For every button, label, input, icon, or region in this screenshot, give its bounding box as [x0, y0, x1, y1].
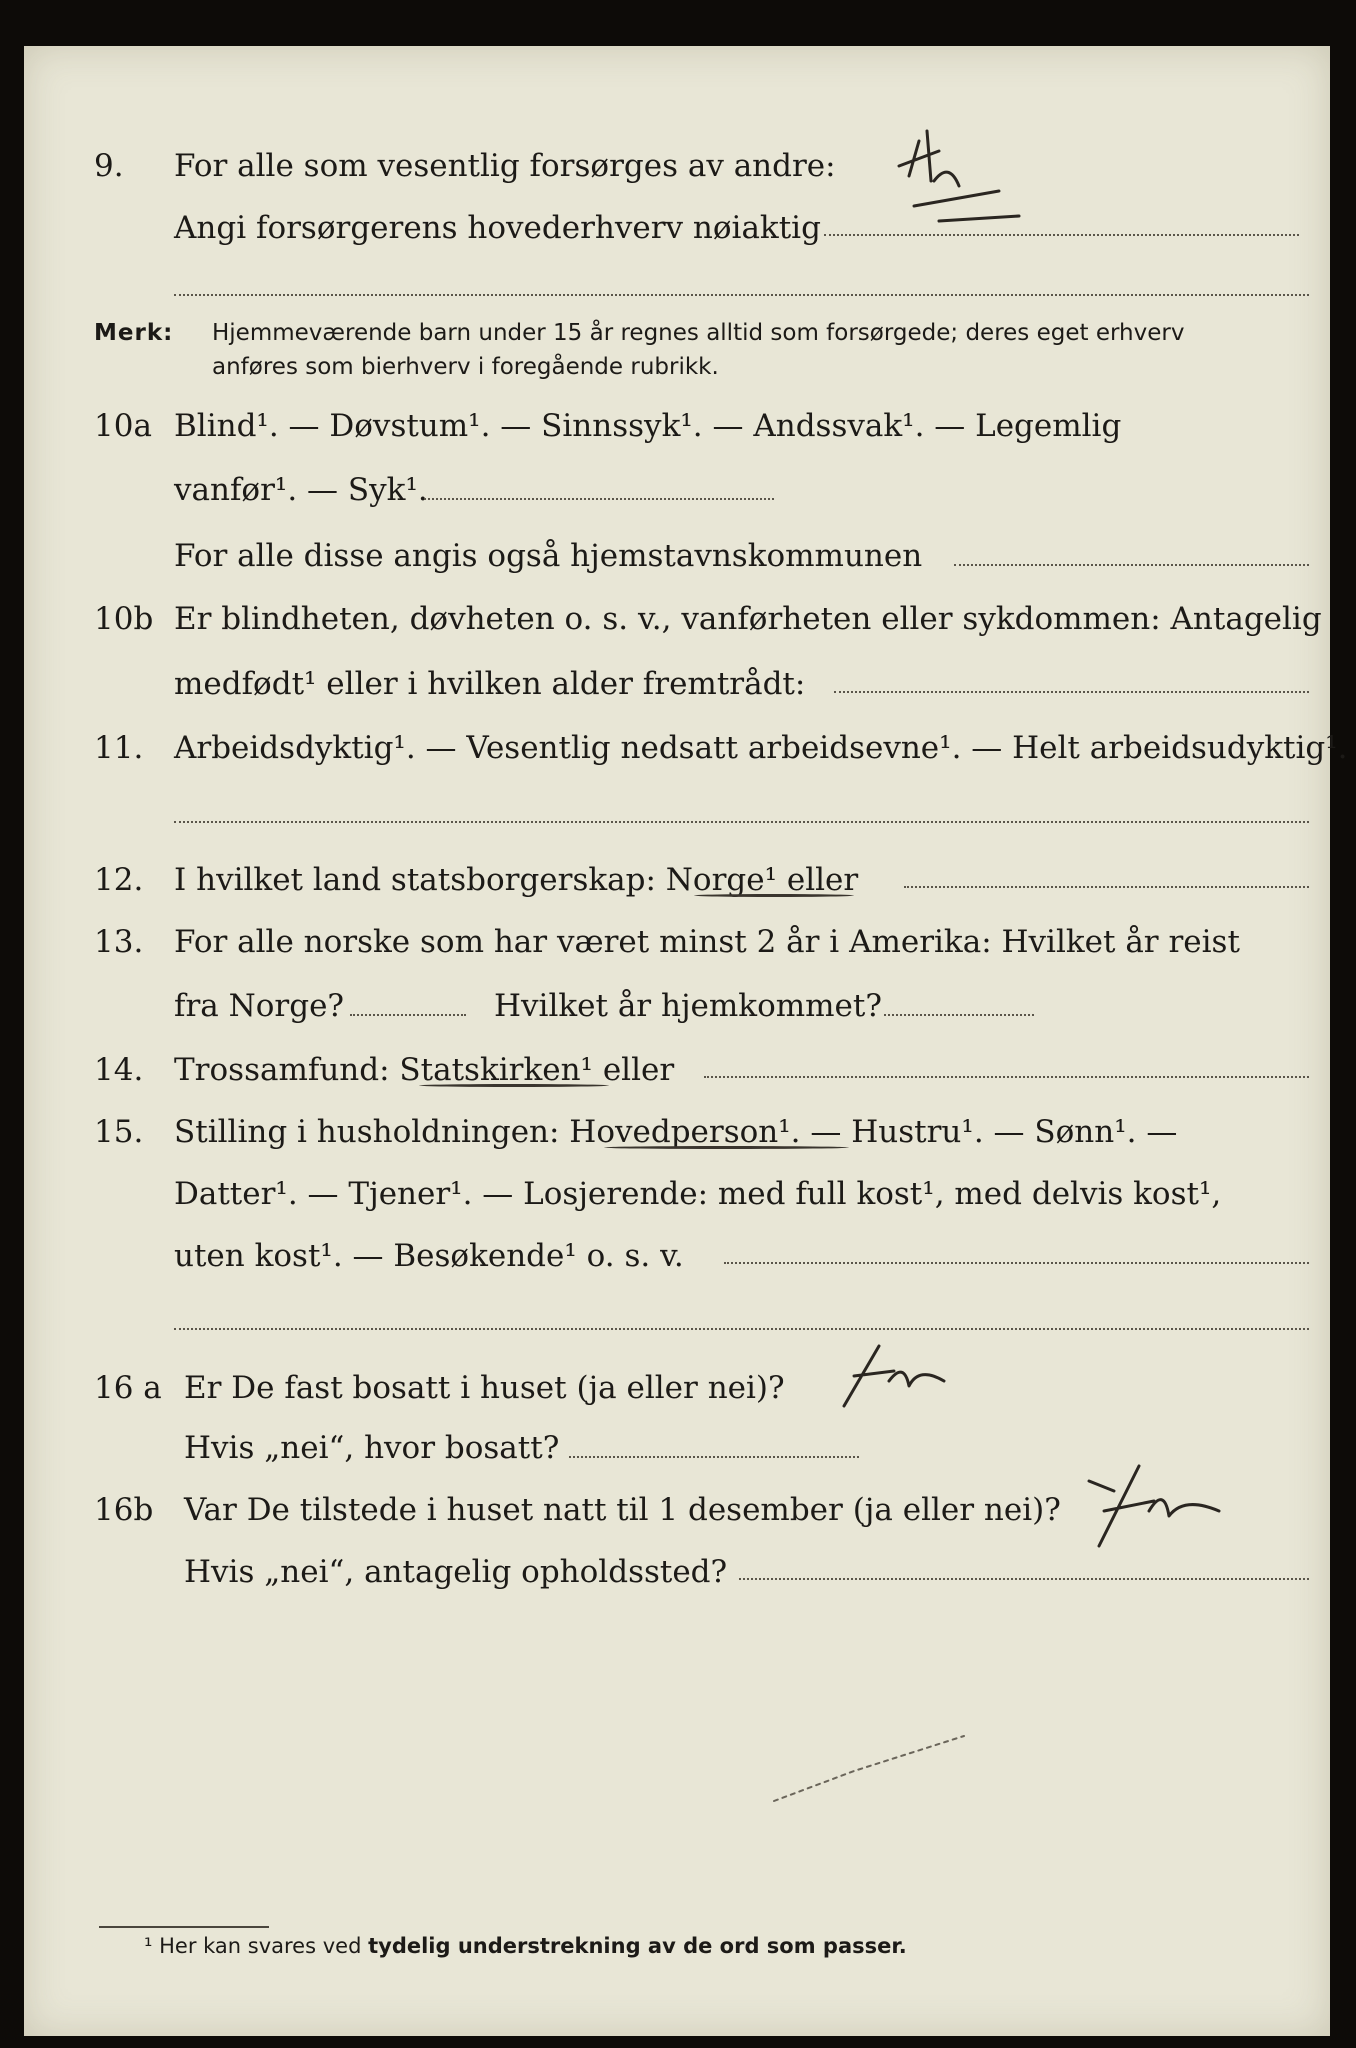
answer-line[interactable] [424, 498, 774, 500]
question-text: Hvis „nei“, hvor bosatt? [184, 1430, 560, 1466]
question-text: For alle disse angis også hjemstavnskommunen [174, 538, 923, 574]
answer-line[interactable] [884, 1014, 1034, 1016]
question-number: 11. [94, 730, 144, 766]
note-text: anføres som bierhverv i foregående rubrikk. [212, 354, 719, 380]
census-form-page [24, 46, 1348, 2036]
footnote-divider [99, 1926, 269, 1928]
question-text: vanfør¹. — Syk¹. [174, 472, 428, 508]
question-text: uten kost¹. — Besøkende¹ o. s. v. [174, 1238, 684, 1274]
question-text: Hvilket år hjemkommet? [494, 988, 882, 1024]
question-text: Trossamfund: Statskirken¹ eller [174, 1052, 675, 1088]
handwritten-answer-9 [879, 121, 1039, 231]
handwritten-answer-16b [1059, 1456, 1259, 1556]
footnote-text: Her kan svares ved [159, 1934, 362, 1958]
note-label: Merk: [94, 320, 174, 346]
question-text: Datter¹. — Tjener¹. — Losjerende: med full kost¹, med delvis kost¹, [174, 1176, 1222, 1212]
question-number: 13. [94, 924, 144, 960]
question-text: Er De fast bosatt i huset (ja eller nei)? [184, 1370, 785, 1406]
question-number: 16b [94, 1492, 154, 1528]
question-text: Angi forsørgerens hovederhverv nøiaktig [174, 210, 821, 246]
question-number: 10b [94, 601, 154, 637]
answer-line[interactable] [954, 564, 1309, 566]
question-number: 12. [94, 862, 144, 898]
question-text: Stilling i husholdningen: Hovedperson¹. — Hustru¹. — Sønn¹. — [174, 1114, 1178, 1150]
question-text: For alle norske som har været minst 2 år i Amerika: Hvilket år reist [174, 924, 1240, 960]
note-text: Hjemmeværende barn under 15 år regnes alltid som forsørgede; deres eget erhverv [212, 320, 1185, 346]
question-number: 9. [94, 148, 124, 184]
question-number: 16 a [94, 1370, 162, 1406]
question-text: Var De tilstede i huset natt til 1 desember (ja eller nei)? [184, 1492, 1061, 1528]
footnote-mark: ¹ [144, 1934, 153, 1958]
answer-line[interactable] [350, 1014, 466, 1016]
answer-line[interactable] [739, 1578, 1309, 1580]
answer-line[interactable] [904, 886, 1309, 888]
answer-line[interactable] [569, 1456, 859, 1458]
handwritten-underline-statskirken [419, 1084, 609, 1087]
question-text: Blind¹. — Døvstum¹. — Sinnssyk¹. — Andssvak¹. — Legemlig [174, 408, 1122, 444]
answer-line[interactable] [724, 1262, 1309, 1264]
question-number: 15. [94, 1114, 144, 1150]
answer-line[interactable] [174, 821, 1309, 823]
question-text: I hvilket land statsborgerskap: Norge¹ eller [174, 862, 859, 898]
answer-line[interactable] [834, 691, 1309, 693]
handwritten-underline-norge [694, 894, 854, 897]
question-number: 10a [94, 408, 152, 444]
question-number: 14. [94, 1052, 144, 1088]
answer-line[interactable] [824, 234, 1299, 236]
handwritten-underline-hovedperson [604, 1146, 849, 1149]
question-text: medfødt¹ eller i hvilken alder fremtrådt: [174, 666, 806, 702]
answer-line[interactable] [174, 1328, 1309, 1330]
footnote [144, 1934, 907, 1958]
question-text: Arbeidsdyktig¹. — Vesentlig nedsatt arbeidsevne¹. — Helt arbeidsudyktig¹. [174, 730, 1348, 766]
handwritten-answer-16a [824, 1336, 974, 1416]
pencil-scribble [764, 1716, 1004, 1816]
footnote-emphasis: tydelig understrekning av de ord som passer. [368, 1934, 907, 1958]
question-text: Hvis „nei“, antagelig opholdssted? [184, 1554, 728, 1590]
question-text: fra Norge? [174, 988, 345, 1024]
answer-line[interactable] [704, 1076, 1309, 1078]
question-text: Er blindheten, døvheten o. s. v., vanførheten eller sykdommen: Antagelig [174, 601, 1322, 637]
question-text: For alle som vesentlig forsørges av andre: [174, 148, 836, 184]
answer-line[interactable] [174, 294, 1309, 296]
